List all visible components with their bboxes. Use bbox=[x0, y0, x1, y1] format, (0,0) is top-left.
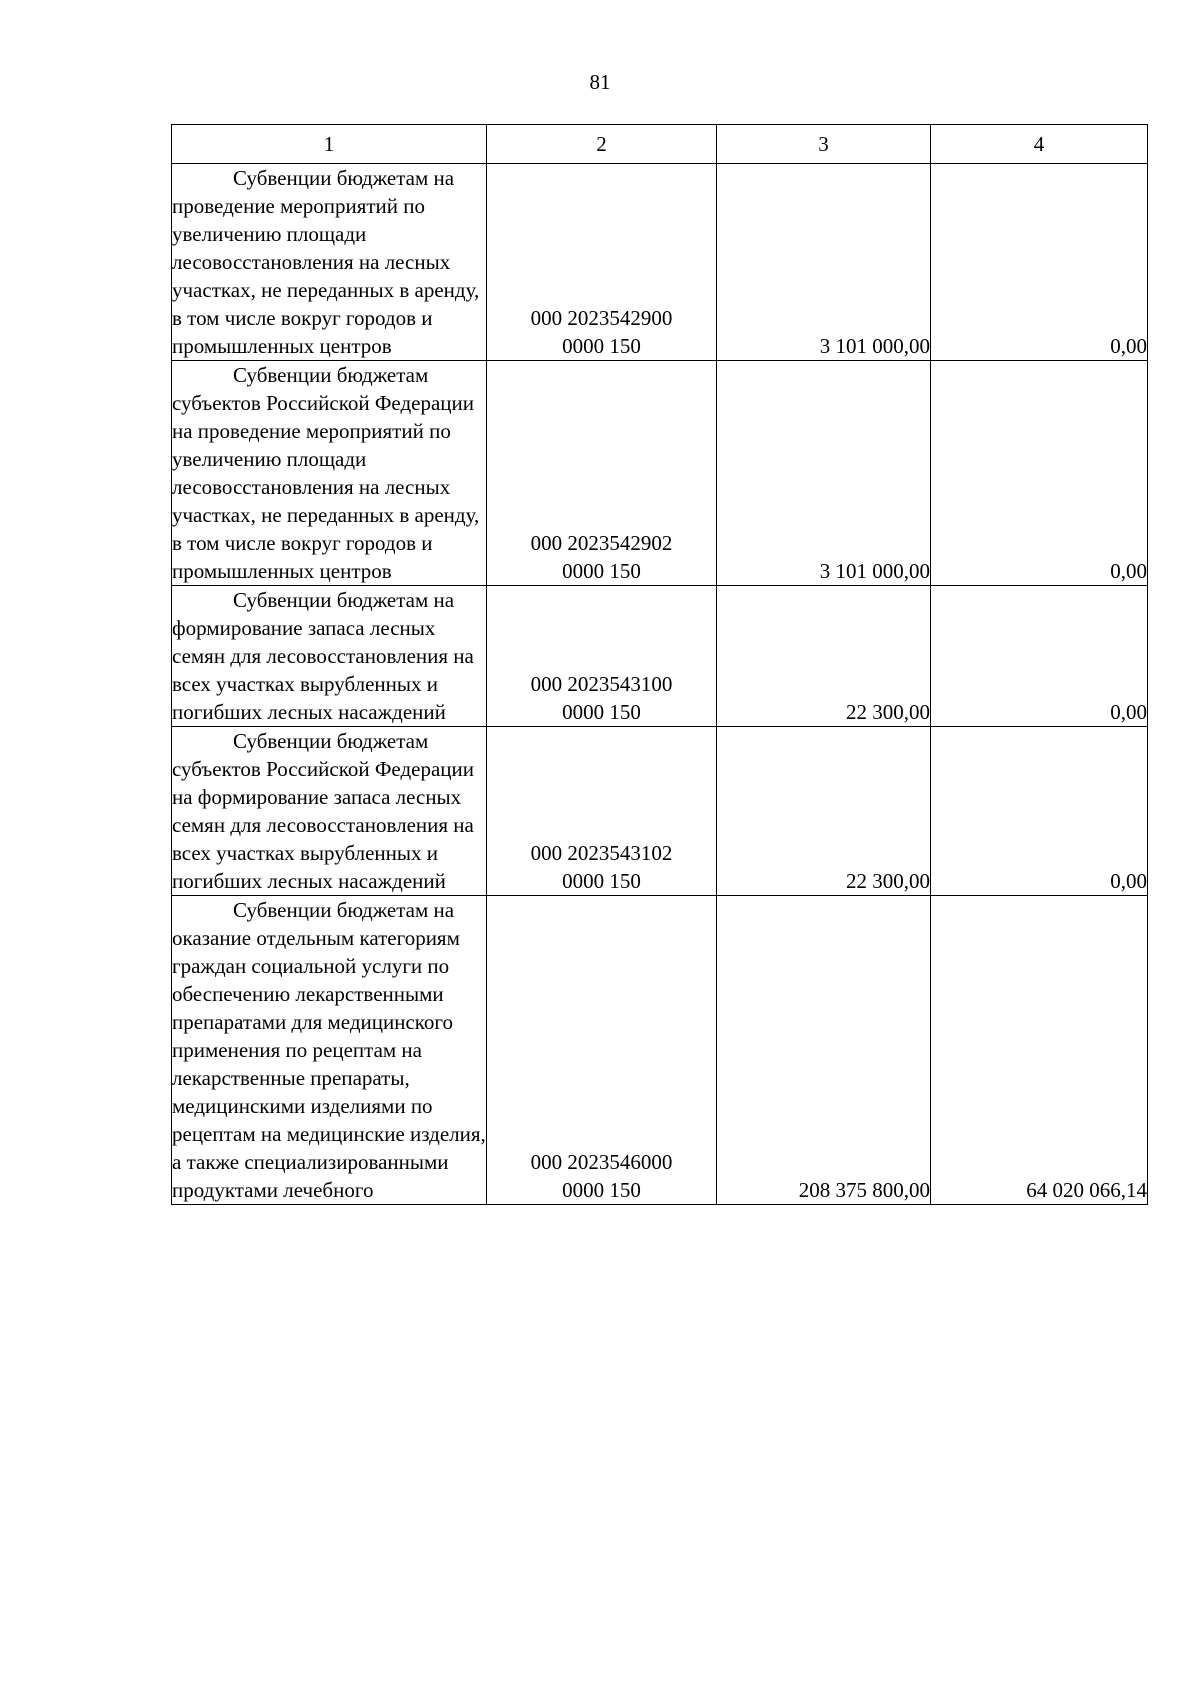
row-code-cell bbox=[487, 727, 717, 896]
row-code-line-2: 0000 150 bbox=[562, 869, 641, 893]
header-row bbox=[172, 125, 1148, 164]
table-row bbox=[172, 727, 1148, 896]
row-code-line-1: 000 2023542902 bbox=[530, 531, 673, 555]
row-name-cell bbox=[172, 727, 487, 896]
row-code-line-2: 0000 150 bbox=[562, 700, 641, 724]
row-name: Субвенции бюджетам субъектов Российской Федерации на проведение мероприятий по увеличению площади лесовосстановления на лесных участках, не переданных в аренду, в том числе вокруг городов и промышленных центров bbox=[172, 363, 480, 583]
header-col-4: 4 bbox=[931, 125, 1148, 164]
row-amount-col4: 0,00 bbox=[931, 361, 1148, 586]
header-col-2: 2 bbox=[487, 125, 717, 164]
row-name: Субвенции бюджетам субъектов Российской Федерации на формирование запаса лесных семян для лесовосстановления на всех участках вырубленных и погибших лесных насаждений bbox=[172, 729, 475, 893]
row-code-cell bbox=[487, 896, 717, 1205]
row-code-line-1: 000 2023543102 bbox=[530, 841, 673, 865]
row-name: Субвенции бюджетам на проведение мероприятий по увеличению площади лесовосстановления на лесных участках, не переданных в аренду, в том числе вокруг городов и промышленных центров bbox=[172, 166, 480, 358]
row-amount-col3: 22 300,00 bbox=[717, 727, 931, 896]
table-row bbox=[172, 361, 1148, 586]
budget-table bbox=[171, 124, 1148, 1205]
row-amount-col4: 0,00 bbox=[931, 727, 1148, 896]
row-amount-col3: 3 101 000,00 bbox=[717, 164, 931, 361]
row-name-cell bbox=[172, 361, 487, 586]
row-code-line-2: 0000 150 bbox=[562, 334, 641, 358]
row-code-line-1: 000 2023543100 bbox=[530, 672, 673, 696]
row-amount-col4: 0,00 bbox=[931, 164, 1148, 361]
row-code-line-2: 0000 150 bbox=[562, 1178, 641, 1202]
row-code-cell bbox=[487, 586, 717, 727]
row-amount-col3: 3 101 000,00 bbox=[717, 361, 931, 586]
row-code-line-1: 000 2023542900 bbox=[530, 306, 673, 330]
row-name: Субвенции бюджетам на оказание отдельным категориям граждан социальной услуги по обеспечению лекарственными препаратами для медицинского применения по рецептам на лекарственные препараты, медицинскими изделиями по рецептам на медицинские изделия, а также специализированными продуктами лечебного bbox=[172, 898, 486, 1202]
row-name-cell bbox=[172, 896, 487, 1205]
row-name: Субвенции бюджетам на формирование запаса лесных семян для лесовосстановления на всех участках вырубленных и погибших лесных насаждений bbox=[172, 588, 474, 724]
row-amount-col3: 22 300,00 bbox=[717, 586, 931, 727]
row-amount-col3: 208 375 800,00 bbox=[717, 896, 931, 1205]
row-amount-col4: 64 020 066,14 bbox=[931, 896, 1148, 1205]
page-number: 81 bbox=[589, 70, 611, 94]
row-code-line-1: 000 2023546000 bbox=[530, 1150, 673, 1174]
header-col-3: 3 bbox=[717, 125, 931, 164]
header-col-1: 1 bbox=[172, 125, 487, 164]
row-name-cell bbox=[172, 164, 487, 361]
table-row bbox=[172, 164, 1148, 361]
row-amount-col4: 0,00 bbox=[931, 586, 1148, 727]
row-code-cell bbox=[487, 164, 717, 361]
row-code-line-2: 0000 150 bbox=[562, 559, 641, 583]
table-row bbox=[172, 896, 1148, 1205]
row-name-cell bbox=[172, 586, 487, 727]
row-code-cell bbox=[487, 361, 717, 586]
table-row bbox=[172, 586, 1148, 727]
